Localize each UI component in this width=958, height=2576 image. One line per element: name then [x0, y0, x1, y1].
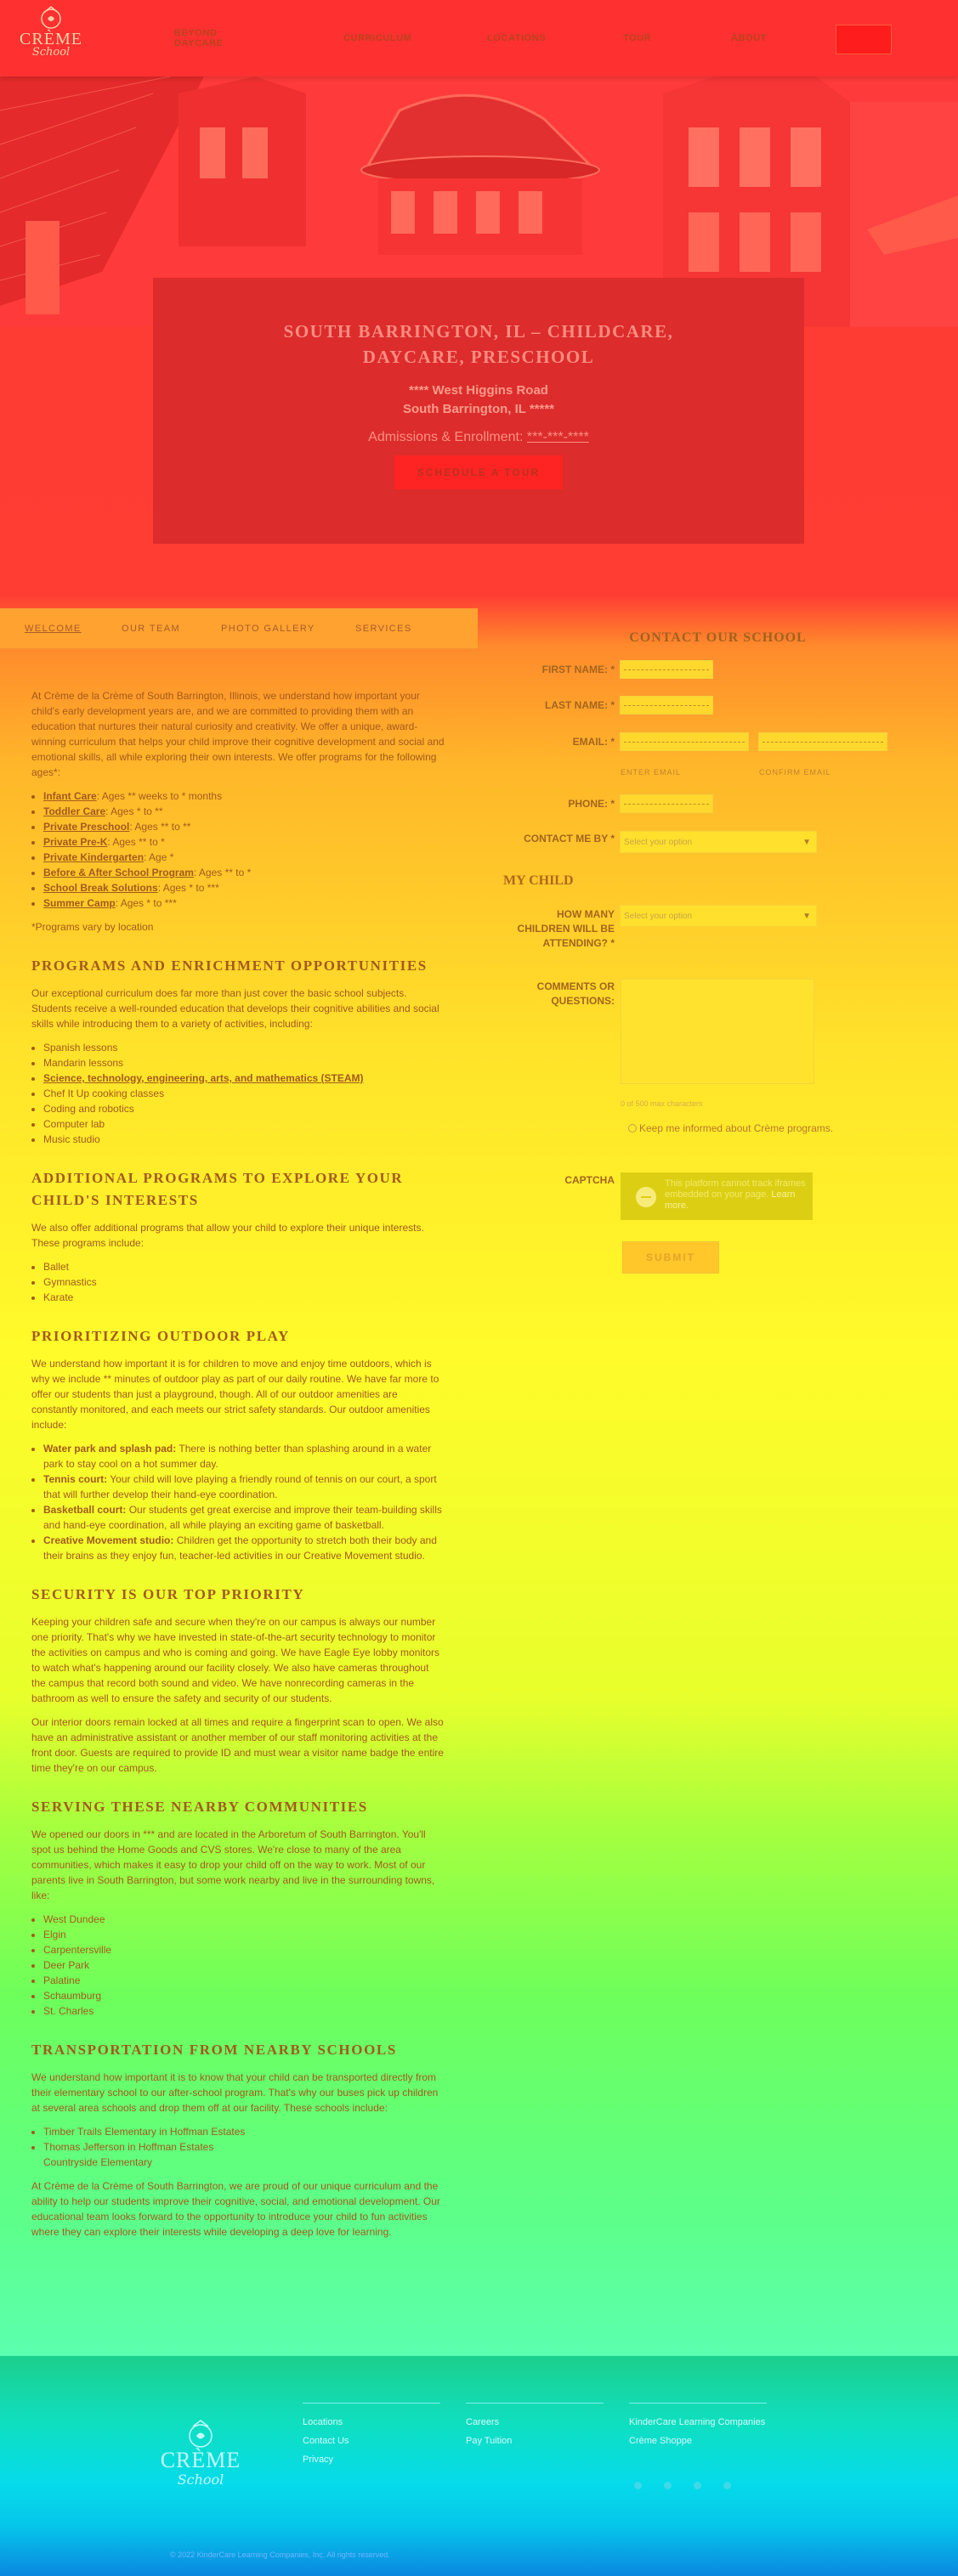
divider	[629, 2403, 767, 2404]
children-count-label	[518, 907, 615, 951]
program-ages: : Ages ** weeks to * months	[96, 790, 223, 802]
list-item: • Carpentersville	[43, 1942, 445, 1957]
program-link-summer-camp[interactable]: Summer Camp	[43, 897, 116, 909]
required-mark: *	[610, 798, 615, 810]
amenity-desc: Our students get great exercise and improve their team-building skills and hand-eye coordination, all while playing an exciting game of basketball.	[43, 1504, 442, 1531]
list-item: • Gymnastics	[43, 1274, 445, 1290]
contact-method-select[interactable]	[620, 831, 817, 853]
list-item: • West Dundee	[43, 1912, 445, 1927]
security-paragraph-2: Our interior doors remain locked at all times and require a fingerprint scan to open. We also have an administrative assistant or another member of our staff monitoring activities at the front door. Guests are required to provide ID and must wear a visitor name badge the entire time they're on our campus.	[31, 1716, 444, 1774]
contact-by-label-text: CONTACT ME BY	[524, 833, 608, 845]
last-name-field[interactable]	[620, 696, 713, 715]
required-mark: *	[610, 664, 615, 675]
site-footer	[0, 2356, 958, 2576]
list-item: • Mandarin lessons	[43, 1055, 445, 1071]
contact-form	[478, 608, 958, 2350]
location-hero-card	[153, 278, 804, 544]
communities-paragraph: We opened our doors in *** and are located in the Arboretum of South Barrington. You'll spot us behind the Home Goods and CVS stores. We're close to many of the area communities, which makes it easy to drop your child off on the way to work. Most of our parents live in South Barrington, but some work nearby and live in the surrounding towns, like:	[31, 1828, 435, 1901]
list-item: • Computer lab	[43, 1116, 445, 1132]
required-mark: *	[610, 937, 615, 949]
program-link-private-kindergarten[interactable]: Private Kindergarten	[43, 851, 145, 863]
checkbox[interactable]	[628, 1124, 637, 1133]
email-field[interactable]	[620, 732, 749, 751]
footer-logo[interactable]	[158, 2419, 243, 2488]
list-item	[43, 1533, 445, 1563]
intro-paragraph: At Crème de la Crème of South Barrington, Illinois, we understand how important your child's early development years are, and we are committed to providing them with an education that nurtures their natural curiosity and creativity. We offer a unique, award-winning curriculum that helps your child improve their cognitive development and social and emotional skills, all while exploring their own interests. We offer programs for the following ages*:	[31, 690, 445, 778]
footer-link-creme-shoppe[interactable]: Crème Shoppe	[629, 2436, 692, 2446]
program-link-toddler-care[interactable]: Toddler Care	[43, 805, 106, 817]
crest-icon	[181, 2419, 220, 2449]
heading-additional-programs: ADDITIONAL PROGRAMS TO EXPLORE YOUR CHILD'S INTERESTS	[31, 1170, 404, 1208]
program-ages: : Ages * to ***	[157, 882, 219, 894]
nav-beyond-daycare[interactable]: BEYOND DAYCARE	[174, 28, 224, 48]
list-item	[43, 1472, 445, 1502]
footer-link-kindercare[interactable]: KinderCare Learning Companies	[629, 2417, 766, 2427]
footer-column-2	[466, 2403, 604, 2450]
program-ages: : Ages * to **	[105, 805, 163, 817]
additional-paragraph: We also offer additional programs that allow your child to explore their unique interests. These programs include:	[31, 1222, 424, 1249]
heading-outdoor-play: PRIORITIZING OUTDOOR PLAY	[31, 1328, 290, 1344]
footer-link-careers[interactable]: Careers	[466, 2417, 500, 2427]
enter-email-caption: ENTER EMAIL	[621, 768, 682, 777]
children-count-label-line: HOW MANY	[557, 908, 615, 920]
last-name-label	[545, 698, 615, 713]
closing-paragraph: At Crème de la Crème of South Barrington, we are proud of our unique curriculum and the ability to help our students improve their cognitive, social, and emotional development. Our educational team looks forward to the opportunity to introduce your child to fun activities where they can explore their interests while developing a deep love for learning.	[31, 2180, 440, 2238]
social-links	[634, 2478, 753, 2494]
creme-school-logo[interactable]	[15, 5, 87, 71]
children-count-select[interactable]	[620, 905, 817, 927]
hero-title	[153, 319, 804, 370]
program-ages: : Ages ** to **	[129, 821, 191, 833]
children-count-label-text: ATTENDING?	[542, 937, 608, 949]
learn-more-link[interactable]: Learn more.	[665, 1189, 796, 1211]
nav-locations[interactable]: LOCATIONS	[487, 33, 547, 43]
list-item-steam-link[interactable]: • Science, technology, engineering, arts, and mathematics (STEAM)	[43, 1071, 445, 1086]
list-item: • Palatine	[43, 1973, 445, 1988]
list-item: • St. Charles	[43, 2003, 445, 2019]
enrichment-list	[31, 1040, 445, 1147]
amenity-name: Tennis court:	[43, 1473, 108, 1485]
schools-list	[31, 2124, 445, 2170]
hero-address	[153, 381, 804, 419]
transportation-paragraph: We understand how important it is to know that your child can be transported directly from their elementary school to our after-school program. That's why our buses pick up children at several area schools and drop them off at our facility. These schools include:	[31, 2071, 439, 2114]
chevron-down-icon: ▼	[802, 912, 811, 921]
enrollment-label: Admissions & Enrollment:	[368, 430, 524, 444]
amenity-desc: Children get the opportunity to stretch both their body and their brains as they enjoy fun, teacher-led activities in our Creative Movement studio.	[43, 1534, 437, 1562]
location-tabs	[0, 608, 478, 649]
list-item: • Schaumburg	[43, 1988, 445, 2003]
footer-column-1	[303, 2403, 440, 2469]
first-name-field[interactable]	[620, 660, 713, 679]
footer-brand-script: School	[177, 2471, 224, 2488]
program-link-school-break[interactable]: School Break Solutions	[43, 882, 158, 894]
list-item: • Deer Park	[43, 1957, 445, 1973]
address-street: **** West Higgins Road	[409, 383, 548, 398]
captcha-label: CAPTCHA	[564, 1174, 615, 1186]
list-item: • Thomas Jefferson in Hoffman Estates	[43, 2139, 445, 2155]
list-item: Countryside Elementary	[43, 2156, 153, 2168]
divider	[303, 2403, 440, 2404]
welcome-content	[31, 688, 445, 2248]
phone-field[interactable]	[620, 794, 713, 813]
list-item	[43, 1441, 445, 1472]
list-item: • Coding and robotics	[43, 1101, 445, 1116]
required-mark: *	[610, 736, 615, 748]
list-item: • Spanish lessons	[43, 1040, 445, 1055]
list-item	[43, 850, 445, 865]
form-title: CONTACT OUR SCHOOL	[629, 630, 807, 645]
comments-label	[537, 980, 615, 1008]
select-placeholder: Select your option	[624, 838, 693, 847]
enrollment-phone-link[interactable]: ***-***-****	[526, 430, 589, 444]
required-mark: *	[610, 833, 615, 845]
footer-link-contact-us[interactable]: Contact Us	[303, 2436, 349, 2446]
program-link-private-pre-k[interactable]: Private Pre-K	[43, 836, 108, 848]
list-item	[43, 804, 445, 819]
heading-programs-enrichment: PROGRAMS AND ENRICHMENT OPPORTUNITIES	[31, 958, 428, 974]
amenity-name: Water park and splash pad:	[43, 1443, 177, 1455]
list-item	[43, 834, 445, 850]
list-item: • Ballet	[43, 1259, 445, 1274]
blocked-icon	[636, 1187, 656, 1207]
list-item: • Music studio	[43, 1132, 445, 1147]
last-name-label-text: LAST NAME:	[544, 699, 608, 711]
schedule-tour-button[interactable]: SCHEDULE A TOUR	[394, 455, 563, 489]
footer-link-privacy[interactable]: Privacy	[303, 2455, 334, 2465]
chevron-down-icon: ▼	[802, 838, 811, 847]
captcha-message: This platform cannot track iframes embedded on your page.	[665, 1178, 806, 1200]
keep-informed-option[interactable]	[628, 1122, 833, 1134]
enrichment-paragraph: Our exceptional curriculum does far more than just cover the basic school subjects. Students receive a well-rounded education that develops their cognitive abilities and social skills while introducing them to a variety of activities, including:	[31, 987, 439, 1030]
select-placeholder: Select your option	[624, 912, 693, 921]
header-cta-button[interactable]	[836, 25, 892, 54]
list-item: • Timber Trails Elementary in Hoffman Estates	[43, 2124, 445, 2139]
program-ages: : Ages * to ***	[115, 897, 177, 909]
tab-services[interactable]: SERVICES	[355, 623, 412, 634]
submit-button[interactable]: SUBMIT	[622, 1241, 719, 1274]
amenity-desc: Your child will love playing a friendly round of tennis on our court, a sport that will further develop their hand-eye coordination.	[43, 1473, 437, 1500]
nav-curriculum[interactable]: CURRICULUM	[343, 33, 412, 43]
nav-about[interactable]: ABOUT	[731, 33, 768, 43]
facebook-icon[interactable]	[634, 2482, 642, 2489]
list-item: • Chef It Up cooking classes	[43, 1086, 445, 1101]
program-ages: : Ages ** to *	[193, 867, 252, 878]
keep-informed-label: Keep me informed about Crème programs.	[639, 1122, 834, 1134]
list-item	[43, 895, 445, 911]
children-count-label-line	[518, 936, 615, 951]
phone-label-text: PHONE:	[568, 798, 608, 810]
first-name-label	[542, 663, 615, 677]
program-link-infant-care[interactable]: Infant Care	[43, 790, 97, 802]
heading-transportation: TRANSPORTATION FROM NEARBY SCHOOLS	[31, 2042, 397, 2058]
comments-label-line: COMMENTS OR	[536, 980, 615, 992]
heading-security: SECURITY IS OUR TOP PRIORITY	[31, 1586, 305, 1602]
youtube-icon[interactable]	[723, 2482, 731, 2489]
required-mark: *	[610, 699, 615, 711]
footer-link-pay-tuition[interactable]: Pay Tuition	[466, 2436, 513, 2446]
email-label	[573, 735, 615, 749]
brand-name: CRÈME	[20, 30, 82, 48]
twitter-icon[interactable]	[694, 2482, 701, 2489]
tab-our-team[interactable]: OUR TEAM	[122, 623, 181, 634]
nav-tour[interactable]: TOUR	[623, 33, 652, 43]
my-child-heading: MY CHILD	[503, 873, 574, 888]
phone-label	[568, 797, 615, 811]
copyright-text: © 2022 KinderCare Learning Companies, Inc. All rights reserved.	[170, 2551, 390, 2559]
footer-column-3	[629, 2403, 767, 2450]
program-ages: : Age *	[144, 851, 174, 863]
tab-photo-gallery[interactable]: PHOTO GALLERY	[221, 623, 315, 634]
children-count-label-line: CHILDREN WILL BE	[517, 923, 615, 935]
first-name-label-text: FIRST NAME:	[541, 664, 608, 675]
confirm-email-caption: CONFIRM EMAIL	[759, 768, 831, 777]
email-label-text: EMAIL:	[572, 736, 608, 748]
confirm-email-field[interactable]	[758, 732, 887, 751]
character-counter: 0 of 500 max characters	[621, 1099, 703, 1108]
program-ages: : Ages ** to *	[107, 836, 165, 848]
communities-list	[31, 1912, 445, 2019]
amenity-desc: There is nothing better than splashing around in a water park to stay cool on a hot summer day.	[43, 1443, 432, 1470]
comments-label-line: QUESTIONS:	[551, 995, 615, 1007]
list-item: • Karate	[43, 1290, 445, 1305]
enrollment-line	[153, 430, 804, 445]
contact-by-label	[524, 832, 615, 846]
amenity-name: Basketball court:	[43, 1504, 127, 1516]
list-item	[43, 819, 445, 834]
footer-brand-name: CRÈME	[160, 2448, 241, 2472]
list-item	[43, 1502, 445, 1533]
tab-welcome[interactable]: WELCOME	[25, 623, 82, 634]
captcha-frame-notice	[621, 1172, 813, 1220]
brand-script: School	[31, 46, 71, 59]
site-header	[0, 0, 958, 76]
footer-link-locations[interactable]: Locations	[303, 2417, 343, 2427]
list-item	[43, 865, 445, 880]
outdoor-paragraph: We understand how important it is for children to move and enjoy time outdoors, which is why we include ** minutes of outdoor play as part of our daily routine. We have far more to offer our students than just a playground, though. All of our outdoor amenities are constantly monitored, and each meets our strict safety standards. Our outdoor amenities include:	[31, 1358, 439, 1431]
security-paragraph-1: Keeping your children safe and secure when they're on our campus is always our number one priority. That's why we have invested in state-of-the-art security technology to monitor the activities on campus and who is coming and going. We have Eagle Eye lobby monitors to watch what's happening around our facility closely. We also have cameras throughout the campus that record both sound and video. We have nonrecording cameras in the bathroom as well to ensure the safety and security of our students.	[31, 1616, 440, 1704]
list-item	[43, 788, 445, 804]
heading-communities: SERVING THESE NEARBY COMMUNITIES	[31, 1799, 368, 1815]
list-item	[43, 880, 445, 895]
divider	[466, 2403, 604, 2404]
address-city: South Barrington, IL *****	[402, 402, 555, 416]
crest-icon	[37, 5, 65, 31]
program-link-private-preschool[interactable]: Private Preschool	[43, 821, 130, 833]
age-programs-list	[31, 788, 445, 911]
amenity-name: Creative Movement studio:	[43, 1534, 174, 1546]
hero-title-line-1: SOUTH BARRINGTON, IL – CHILDCARE,	[283, 321, 674, 342]
programs-note: *Programs vary by location	[31, 921, 154, 933]
list-item: • Elgin	[43, 1927, 445, 1942]
hero-title-line-2: DAYCARE, PRESCHOOL	[362, 347, 595, 367]
instagram-icon[interactable]	[664, 2482, 672, 2489]
outdoor-list	[31, 1441, 445, 1563]
program-link-before-after-school[interactable]: Before & After School Program	[43, 867, 194, 878]
additional-list	[31, 1259, 445, 1305]
comments-textarea[interactable]	[621, 979, 814, 1084]
